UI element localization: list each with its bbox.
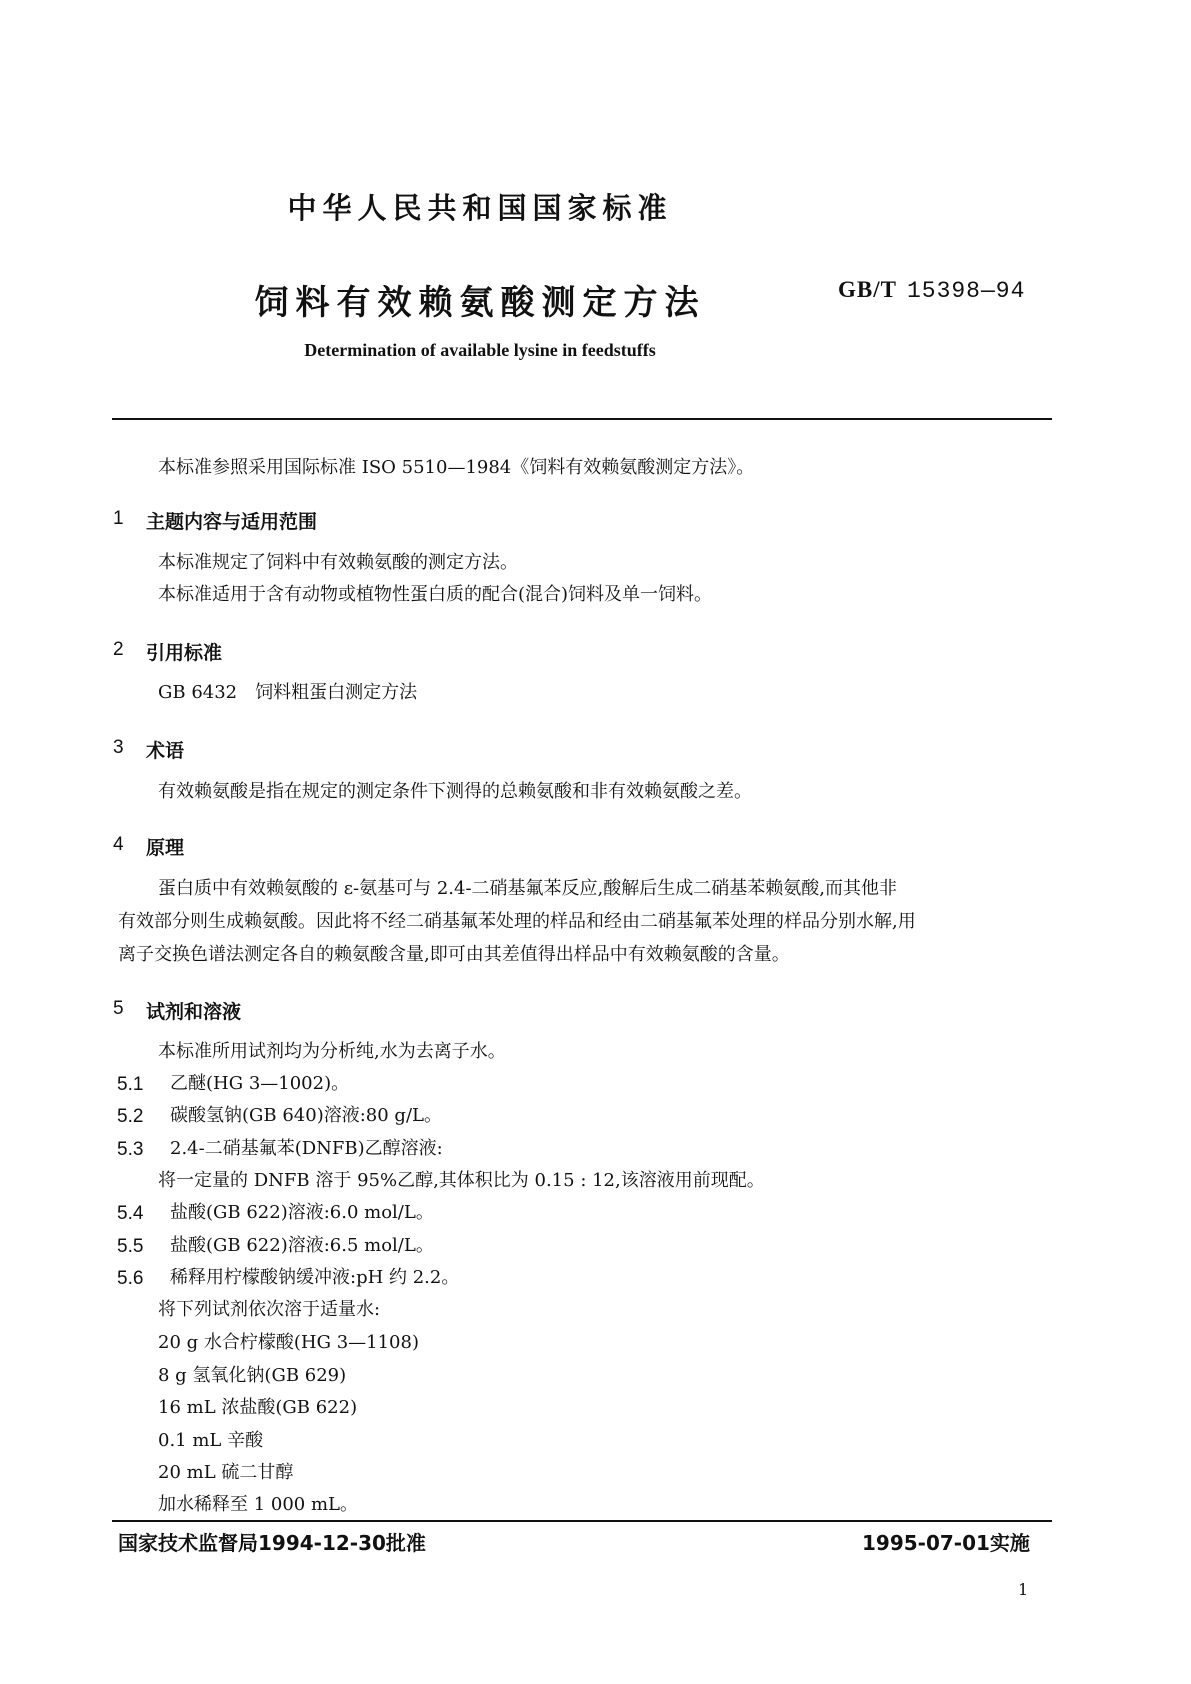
- reagent-text: 稀释用柠檬酸钠缓冲液:pH 约 2.2。: [170, 1267, 460, 1288]
- section-number: 1: [113, 508, 124, 529]
- section-heading: 试剂和溶液: [146, 1001, 242, 1023]
- paragraph-line: 本标准规定了饲料中有效赖氨酸的测定方法。: [158, 552, 518, 573]
- section-number: 2: [113, 639, 124, 660]
- paragraph-line: 离子交换色谱法测定各自的赖氨酸含量,即可由其差值得出样品中有效赖氨酸的含量。: [118, 944, 790, 965]
- standard-number: [838, 277, 1025, 304]
- footer-divider: [112, 1520, 1052, 1522]
- paragraph-line: 本标准所用试剂均为分析纯,水为去离子水。: [158, 1041, 506, 1062]
- reagent-text: 16 mL 浓盐酸(GB 622): [158, 1397, 358, 1418]
- implementation-date: 1995-07-01实施: [862, 1531, 1030, 1555]
- reagent-text: 8 g 氢氧化钠(GB 629): [158, 1365, 347, 1386]
- reagent-text: 20 mL 硫二甘醇: [158, 1462, 294, 1483]
- paragraph-line: 有效部分则生成赖氨酸。因此将不经二硝基氟苯处理的样品和经由二硝基氟苯处理的样品分别水解,用: [118, 911, 916, 932]
- reagent-number: 5.5: [117, 1236, 144, 1257]
- section-heading: 主题内容与适用范围: [146, 511, 318, 533]
- reagent-number: 5.6: [117, 1268, 144, 1289]
- approval-date: 国家技术监督局1994-12-30批准: [118, 1531, 426, 1555]
- paragraph-line: 本标准适用于含有动物或植物性蛋白质的配合(混合)饲料及单一饲料。: [158, 584, 713, 605]
- reagent-text: 碳酸氢钠(GB 640)溶液:80 g/L。: [170, 1105, 442, 1126]
- reagent-text: 加水稀释至 1 000 mL。: [158, 1494, 358, 1515]
- paragraph-line: 有效赖氨酸是指在规定的测定条件下测得的总赖氨酸和非有效赖氨酸之差。: [158, 781, 752, 802]
- reagent-number: 5.2: [117, 1106, 144, 1127]
- reagent-number: 5.1: [117, 1074, 144, 1095]
- section-heading: 引用标准: [146, 642, 223, 664]
- section-number: 5: [113, 998, 124, 1019]
- header-divider: [112, 418, 1052, 420]
- standard-number-value: 15398—94: [906, 278, 1026, 304]
- paragraph-line: 蛋白质中有效赖氨酸的 ε-氨基可与 2.4-二硝基氟苯反应,酸解后生成二硝基苯赖氨酸,而其他非: [158, 878, 897, 899]
- reagent-text: 盐酸(GB 622)溶液:6.0 mol/L。: [170, 1202, 434, 1223]
- section-heading: 术语: [146, 740, 185, 762]
- section-heading: 原理: [146, 837, 185, 859]
- section-number: 3: [113, 737, 124, 758]
- reagent-text: 20 g 水合柠檬酸(HG 3—1108): [158, 1332, 419, 1353]
- intro-paragraph: 本标准参照采用国际标准 ISO 5510—1984《饲料有效赖氨酸测定方法》。: [158, 457, 755, 478]
- reagent-text: 盐酸(GB 622)溶液:6.5 mol/L。: [170, 1235, 434, 1256]
- section-number: 4: [113, 834, 124, 855]
- english-title: Determination of available lysine in feedstuffs: [304, 340, 656, 360]
- reagent-text: 0.1 mL 辛酸: [158, 1430, 264, 1451]
- national-standard-heading: 中华人民共和国国家标准: [287, 191, 673, 225]
- reagent-number: 5.4: [117, 1203, 144, 1224]
- paragraph-line: GB 6432 饲料粗蛋白测定方法: [158, 682, 418, 703]
- reagent-number: 5.3: [117, 1139, 144, 1160]
- standard-code: GB/T: [838, 277, 897, 302]
- document-title: 饲料有效赖氨酸测定方法: [254, 283, 706, 323]
- page-number: 1: [1018, 1580, 1029, 1599]
- reagent-text: 将下列试剂依次溶于适量水:: [158, 1299, 381, 1320]
- reagent-text: 将一定量的 DNFB 溶于 95%乙醇,其体积比为 0.15 : 12,该溶液用前现配。: [158, 1170, 765, 1191]
- reagent-text: 乙醚(HG 3—1002)。: [170, 1073, 350, 1094]
- reagent-text: 2.4-二硝基氟苯(DNFB)乙醇溶液:: [170, 1138, 443, 1159]
